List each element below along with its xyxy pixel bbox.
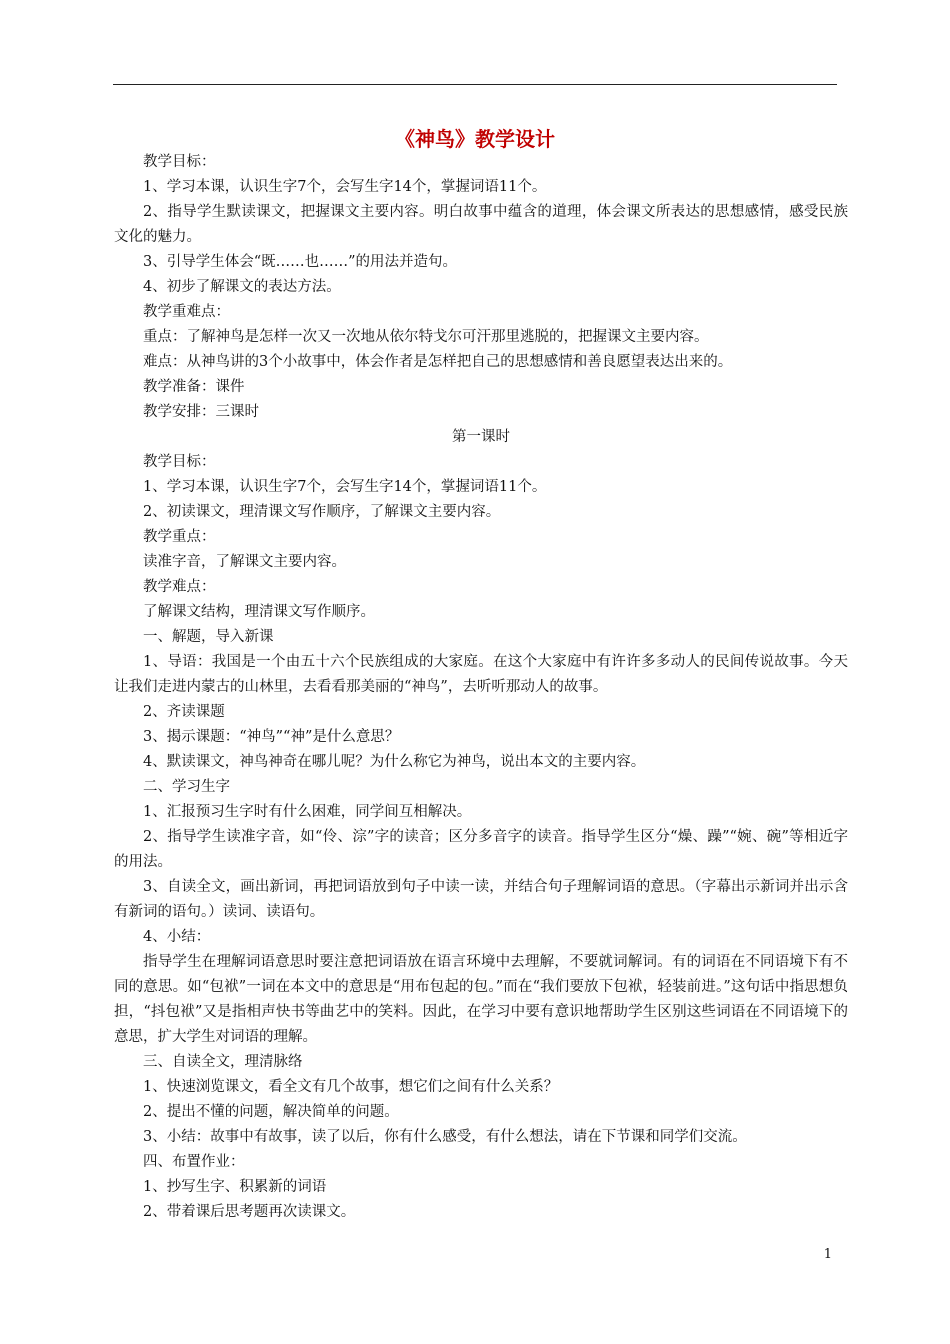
paragraph: 1、快速浏览课文，看全文有几个故事，想它们之间有什么关系？ (143, 1079, 559, 1095)
paragraph: 1、学习本课，认识生字7个，会写生字14个，掌握词语11个。 (143, 479, 547, 495)
paragraph: 3、引导学生体会“既……也……”的用法并造句。 (143, 254, 458, 270)
page-number: 1 (823, 1247, 832, 1262)
paragraph: 一、解题，导入新课 (143, 629, 274, 645)
paragraph: 4、初步了解课文的表达方法。 (143, 279, 341, 295)
paragraph: 读准字音，了解课文主要内容。 (143, 554, 346, 570)
paragraph: 2、齐读课题 (143, 704, 225, 720)
paragraph: 教学难点： (143, 579, 216, 595)
paragraph: 教学安排：三课时 (143, 404, 259, 420)
paragraph: 了解课文结构，理清课文写作顺序。 (143, 604, 375, 620)
paragraph: 4、默读课文，神鸟神奇在哪儿呢？为什么称它为神鸟，说出本文的主要内容。 (143, 754, 646, 770)
paragraph: 教学重点： (143, 529, 216, 545)
paragraph: 4、小结： (143, 929, 211, 945)
paragraph: 3、自读全文，画出新词，再把词语放到句子中读一读，并结合句子理解词语的意思。（字幕出示新词并出示含有新词的语句。）读词、读语句。 (114, 879, 848, 920)
paragraph: 2、指导学生读准字音，如“伶、淙”字的读音；区分多音字的读音。指导学生区分“燥、躁”“婉、碗”等相近字的用法。 (114, 829, 848, 870)
paragraph: 难点：从神鸟讲的3个小故事中，体会作者是怎样把自己的思想感情和善良愿望表达出来的。 (143, 354, 733, 370)
paragraph: 2、带着课后思考题再次读课文。 (143, 1204, 356, 1220)
paragraph: 重点：了解神鸟是怎样一次又一次地从依尔特戈尔可汗那里逃脱的，把握课文主要内容。 (143, 329, 709, 345)
paragraph: 三、自读全文，理清脉络 (143, 1054, 303, 1070)
paragraph: 指导学生在理解词语意思时要注意把词语放在语言环境中去理解，不要就词解词。有的词语在不同语境下有不同的意思。如“包袱”一词在本文中的意思是“用布包起的包。”而在“我们要放下包袱，轻装前进。”这句话中指思想负担，“抖包袱”又是指相声快书等曲艺中的笑料。因此，在学习中要有意识地帮助学生区别这些词语在不同语境下的意思，扩大学生对词语的理解。 (114, 954, 848, 1045)
paragraph: 1、学习本课，认识生字7个，会写生字14个，掌握词语11个。 (143, 179, 547, 195)
paragraph: 四、布置作业： (143, 1154, 245, 1170)
paragraph: 3、小结：故事中有故事，读了以后，你有什么感受，有什么想法，请在下节课和同学们交流。 (143, 1129, 747, 1145)
paragraph: 教学目标： (143, 454, 216, 470)
section-heading: 第一课时 (452, 429, 510, 445)
paragraph: 教学目标： (143, 154, 216, 170)
paragraph: 1、汇报预习生字时有什么困难，同学间互相解决。 (143, 804, 472, 820)
paragraph: 1、抄写生字、积累新的词语 (143, 1179, 327, 1195)
paragraph: 教学重难点： (143, 304, 230, 320)
document-body (114, 150, 848, 1225)
paragraph: 1、导语：我国是一个由五十六个民族组成的大家庭。在这个大家庭中有许许多多动人的民间传说故事。今天让我们走进内蒙古的山林里，去看看那美丽的“神鸟”，去听听那动人的故事。 (114, 654, 848, 695)
paragraph: 2、初读课文，理清课文写作顺序，了解课文主要内容。 (143, 504, 501, 520)
paragraph: 3、揭示课题：“神鸟”“神”是什么意思？ (143, 729, 400, 745)
paragraph: 二、学习生字 (143, 779, 230, 795)
header-rule (113, 84, 837, 85)
paragraph: 2、指导学生默读课文，把握课文主要内容。明白故事中蕴含的道理，体会课文所表达的思想感情，感受民族文化的魅力。 (114, 204, 848, 245)
paragraph: 教学准备：课件 (143, 379, 245, 395)
paragraph: 2、提出不懂的问题，解决简单的问题。 (143, 1104, 399, 1120)
page-title: 《神鸟》教学设计 (395, 127, 555, 151)
